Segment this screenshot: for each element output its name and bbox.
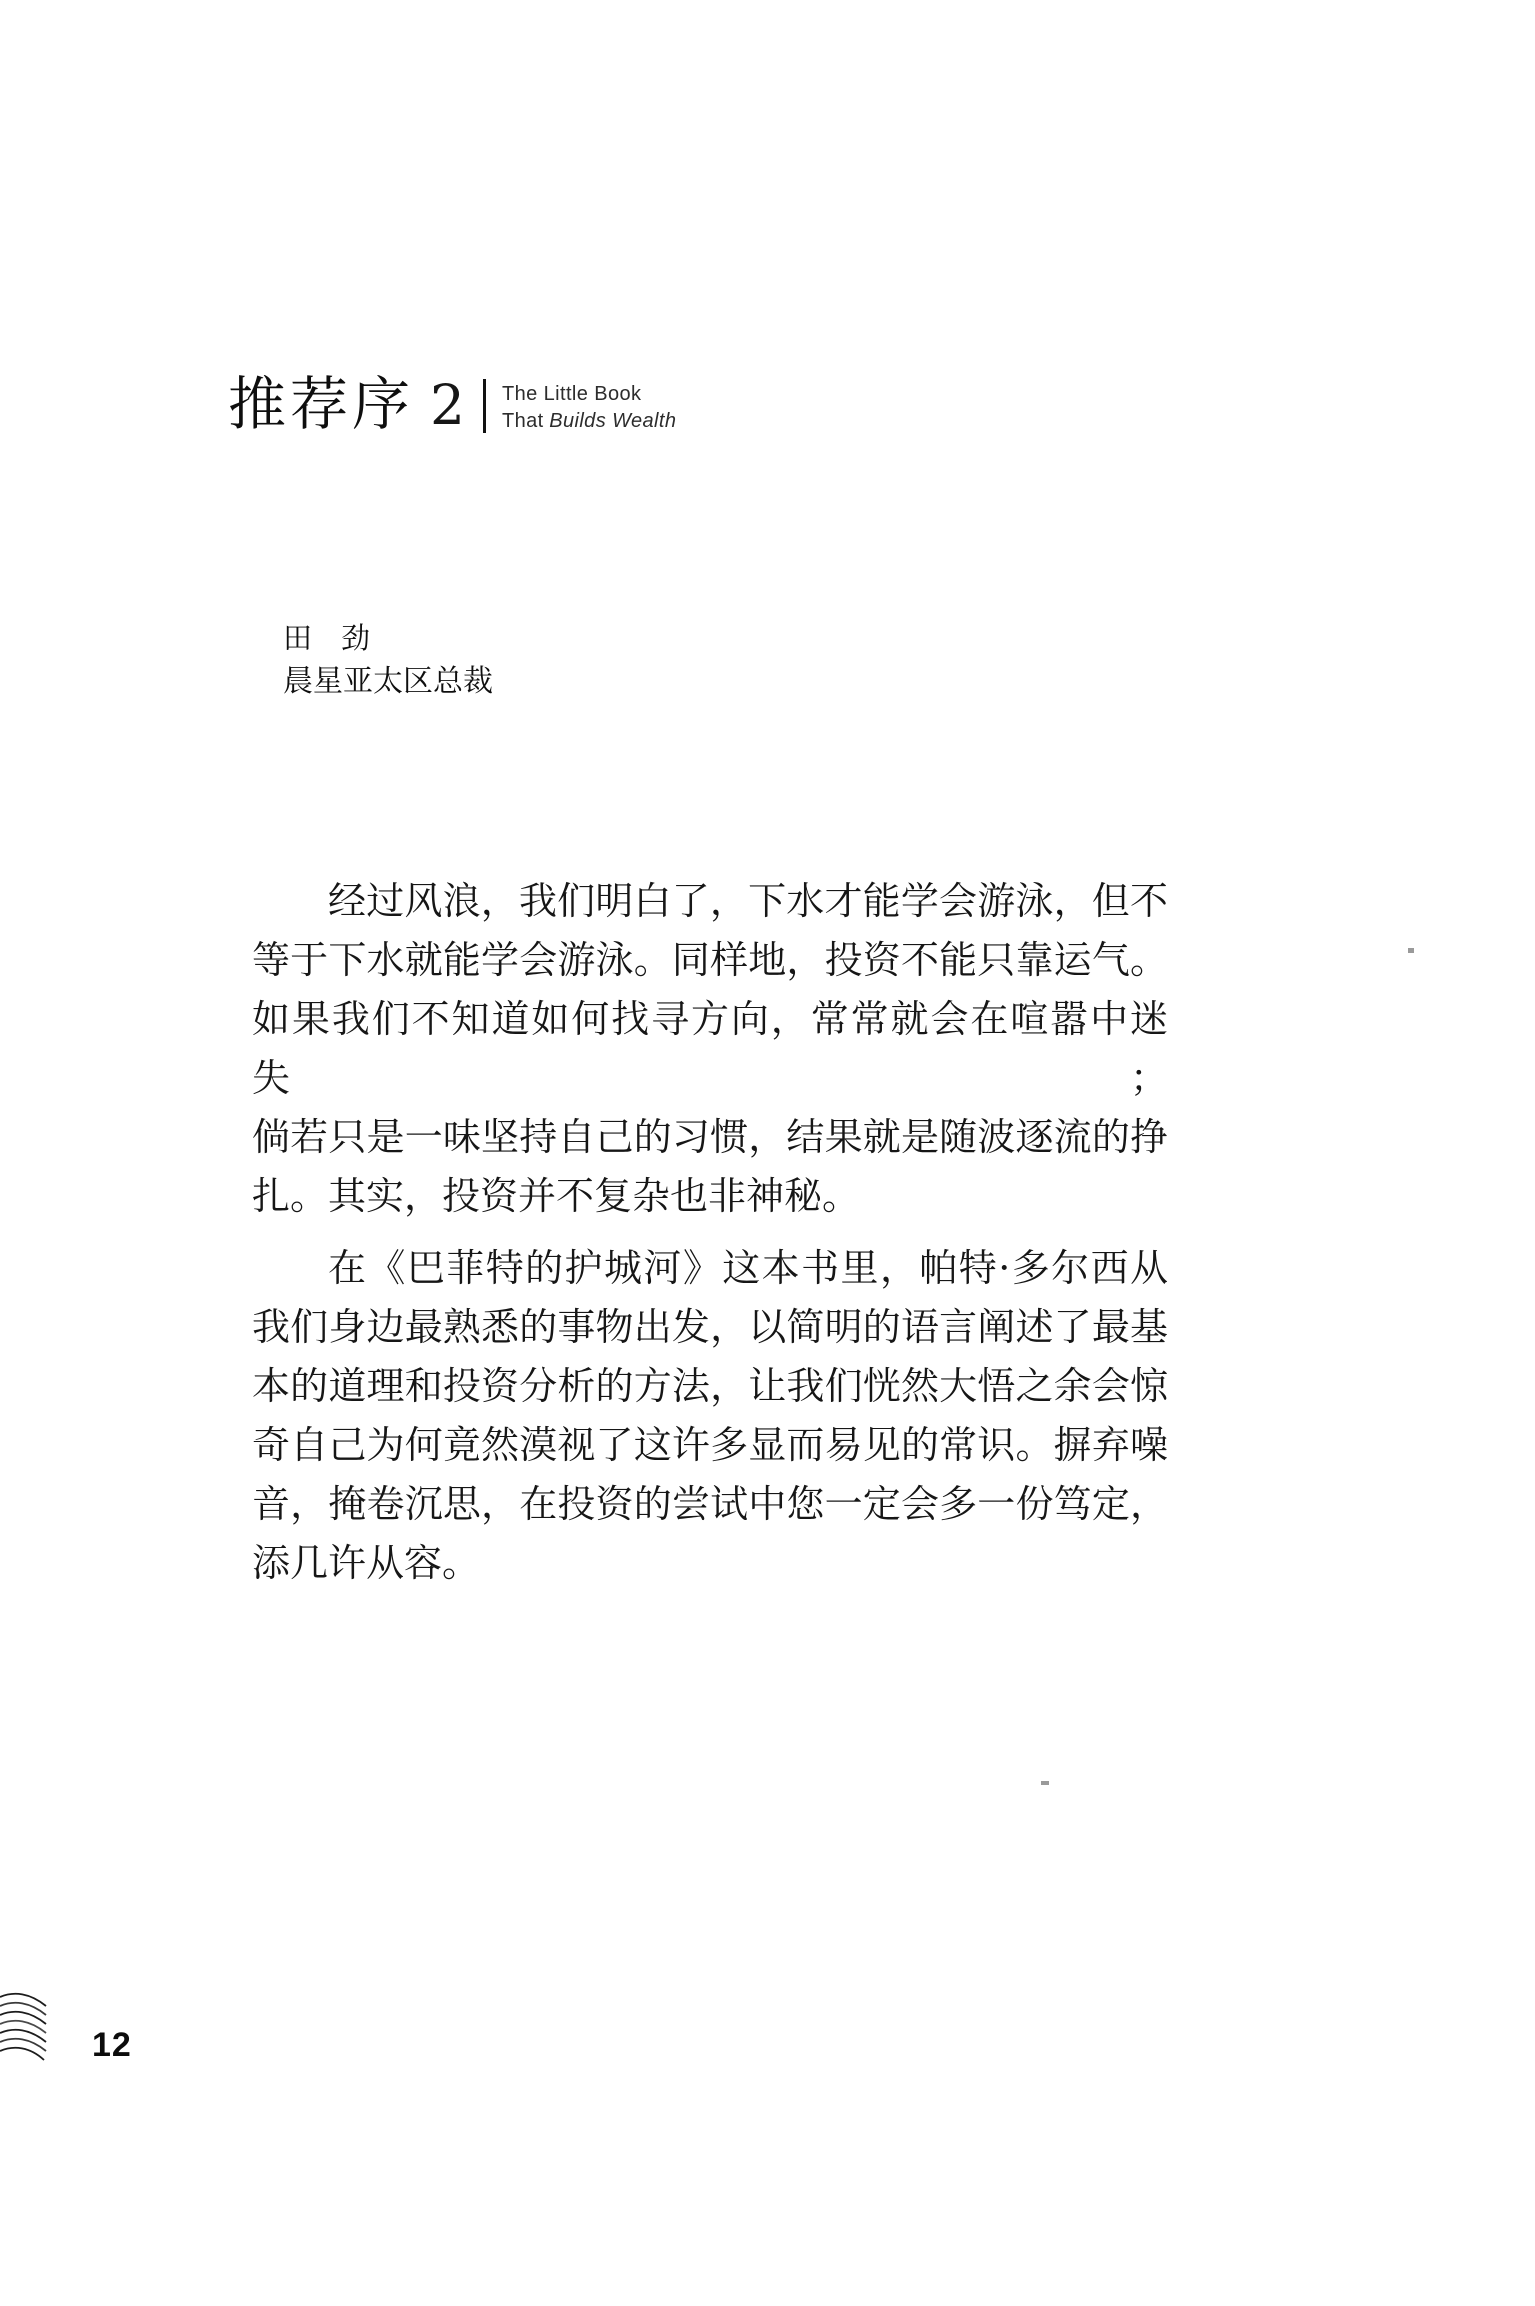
body-line: 倘若只是一味坚持自己的习惯，结果就是随波逐流的挣 [252,1115,1168,1159]
body-line: 本的道理和投资分析的方法，让我们恍然大悟之余会惊 [252,1364,1168,1408]
author-title: 晨星亚太区总裁 [283,665,493,698]
body-line: 扎。其实，投资并不复杂也非神秘。 [252,1174,861,1218]
body-line: 奇自己为何竟然漠视了这许多显而易见的常识。摒弃噪 [252,1423,1168,1467]
chapter-title-chinese: 推荐序 [228,372,415,437]
body-line: 如果我们不知道如何找寻方向，常常就会在喧嚣中迷失； [252,997,1168,1100]
book-subtitle-english [502,381,676,435]
subtitle-line2-regular: That [502,410,544,432]
scan-artifact-speck [1041,1781,1049,1785]
body-line: 添几许从容。 [252,1541,481,1585]
body-line: 经过风浪，我们明白了，下水才能学会游泳，但不 [328,879,1168,923]
title-divider-bar [483,379,486,433]
scan-artifact-speck [1408,948,1414,953]
paragraph-2 [252,1239,1168,1593]
body-line: 我们身边最熟悉的事物出发，以简明的语言阐述了最基 [252,1305,1168,1349]
author-block [283,618,493,704]
subtitle-line2-italic: Builds Wealth [549,410,677,432]
subtitle-line1: The Little Book [502,383,642,405]
foreword-body [252,872,1168,1593]
chapter-title-number: 2 [430,373,466,437]
page-number: 12 [92,2026,132,2064]
paragraph-1 [252,872,1168,1226]
body-line: 音，掩卷沉思，在投资的尝试中您一定会多一份笃定， [252,1482,1168,1526]
chapter-title-block [228,372,676,438]
author-name: 田 劲 [283,623,371,655]
fanned-pages-icon [0,1990,50,2066]
body-line: 在《巴菲特的护城河》这本书里，帕特·多尔西从 [328,1246,1168,1290]
body-line: 等于下水就能学会游泳。同样地，投资不能只靠运气。 [252,938,1168,982]
